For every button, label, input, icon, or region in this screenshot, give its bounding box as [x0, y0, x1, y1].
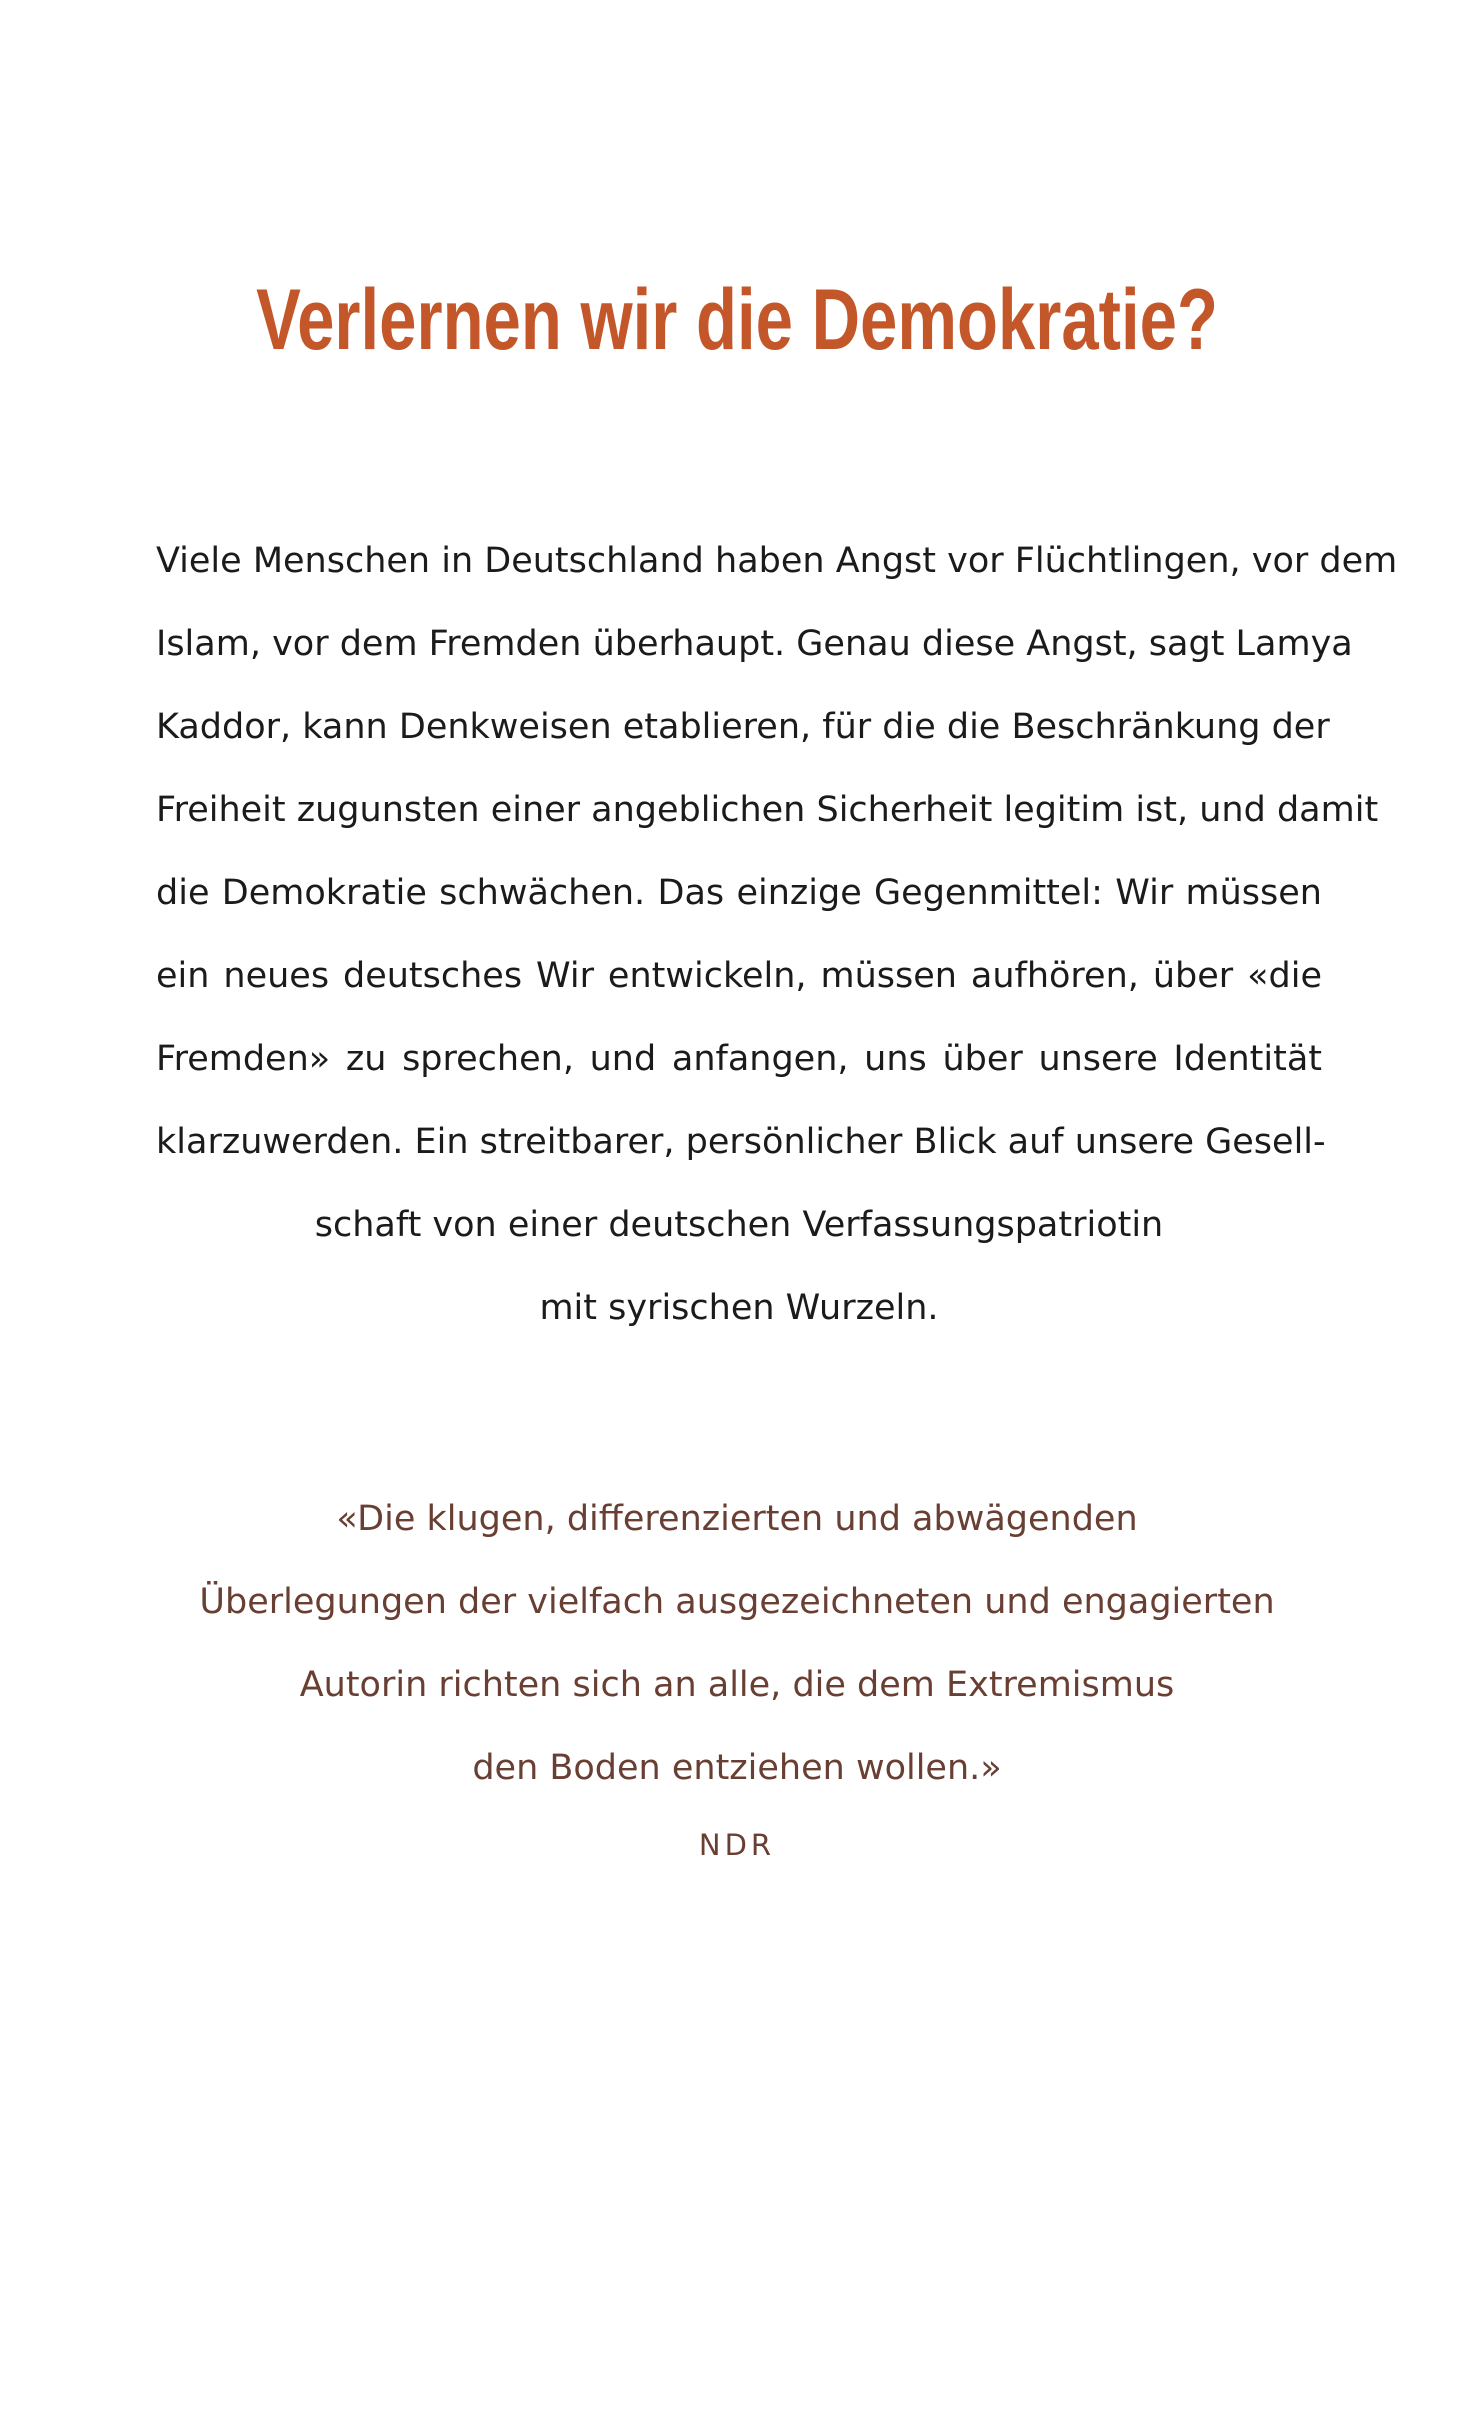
blurb-line: klarzuwerden. Ein streitbarer, persönlicher Blick auf unsere Gesell- — [156, 1122, 1326, 1162]
blurb-line: die Demokratie schwächen. Das einzige Gegenmittel: Wir müssen — [156, 873, 1322, 913]
blurb-line: Fremden» zu sprechen, und anfangen, uns über unsere Identität — [156, 1039, 1322, 1079]
quote-line: den Boden entziehen wollen.» — [472, 1748, 1002, 1788]
blurb-line: schaft von einer deutschen Verfassungspatriotin — [314, 1205, 1164, 1245]
blurb-line: ein neues deutsches Wir entwickeln, müssen aufhören, über «die — [156, 956, 1322, 996]
quote-line: Überlegungen der vielfach ausgezeichneten und engagierten — [199, 1582, 1275, 1622]
blurb-line: Islam, vor dem Fremden überhaupt. Genau diese Angst, sagt Lamya — [156, 624, 1353, 664]
quote-source: NDR — [698, 1828, 776, 1862]
quote-line: Autorin richten sich an alle, die dem Extremismus — [299, 1665, 1175, 1705]
blurb-line: Viele Menschen in Deutschland haben Angst vor Flüchtlingen, vor dem — [156, 541, 1398, 581]
book-blurb — [156, 520, 1398, 1350]
blurb-line: Freiheit zugunsten einer angeblichen Sicherheit legitim ist, und damit — [156, 790, 1379, 830]
blurb-line: Kaddor, kann Denkweisen etablieren, für die die Beschränkung der — [156, 707, 1330, 747]
press-quote — [0, 1478, 1474, 1810]
page-title: Verlernen wir die Demokratie? — [256, 272, 1218, 368]
quote-line: «Die klugen, differenzierten und abwägenden — [336, 1499, 1138, 1539]
blurb-line: mit syrischen Wurzeln. — [539, 1288, 939, 1328]
